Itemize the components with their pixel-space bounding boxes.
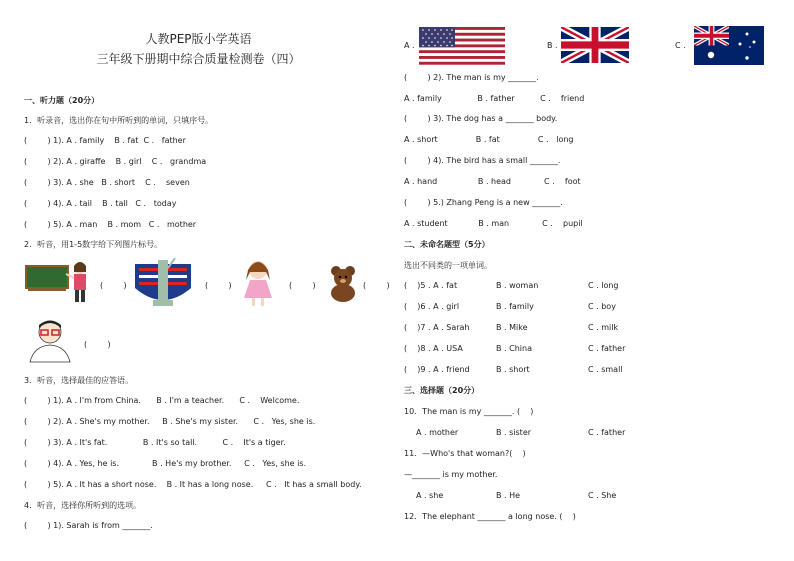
q4-item: ( ) 2). The man is my _______. bbox=[404, 73, 539, 82]
q4-instruction: 4．听音，选择你所听到的选项。 bbox=[24, 501, 142, 510]
q4-item: ( ) 1). Sarah is from _______. bbox=[24, 521, 153, 530]
q10-option-a: A . mother bbox=[416, 428, 459, 437]
q11-stem-reply: —_______ is my mother. bbox=[404, 470, 498, 479]
s2-item-c: C . small bbox=[588, 365, 623, 374]
s2-item-c: C . boy bbox=[588, 302, 616, 311]
q1-item: ( ) 2). A . giraffe B . girl C . grandma bbox=[24, 157, 207, 166]
s2-item-a: ( )8 . A . USA bbox=[404, 344, 463, 353]
q10-option-c: C . father bbox=[588, 428, 626, 437]
q11-option-b: B . He bbox=[496, 491, 521, 500]
s2-item-b: B . woman bbox=[496, 281, 539, 290]
picture-answer-blank: ( ) bbox=[100, 281, 127, 290]
section-3-heading: 三、选择题（20分） bbox=[404, 386, 480, 395]
q4-options: A . family B . father C . friend bbox=[404, 94, 585, 103]
s2-item-a: ( )9 . A . friend bbox=[404, 365, 470, 374]
picture-answer-blank: ( ) bbox=[363, 281, 390, 290]
s2-item-c: C . father bbox=[588, 344, 626, 353]
q1-item: ( ) 4). A . tail B . tall C . today bbox=[24, 199, 177, 208]
s2-item-c: C . long bbox=[588, 281, 619, 290]
q3-instruction: 3．听音，选择最佳的应答语。 bbox=[24, 376, 134, 385]
statue-of-liberty-image bbox=[133, 258, 193, 308]
q3-item: ( ) 2). A . She's my mother. B . She's my sister. C . Yes, she is. bbox=[24, 417, 316, 426]
q1-instruction: 1．听录音，选出你在句中所听到的单词，只填序号。 bbox=[24, 116, 214, 125]
s2-item-b: B . Mike bbox=[496, 323, 528, 332]
usa-flag-image bbox=[419, 27, 505, 65]
s2-item-a: ( )7 . A . Sarah bbox=[404, 323, 470, 332]
q4-options: A . hand B . head C . foot bbox=[404, 177, 581, 186]
page-title: 人教PEP版小学英语 bbox=[145, 32, 252, 46]
teacher-blackboard-image bbox=[24, 260, 94, 304]
q4-options: A . student B . man C . pupil bbox=[404, 219, 583, 228]
q10-option-b: B . sister bbox=[496, 428, 532, 437]
s2-item-c: C . milk bbox=[588, 323, 619, 332]
s2-item-b: B . short bbox=[496, 365, 530, 374]
q10-stem: 10．The man is my _______. ( ) bbox=[404, 407, 534, 416]
q11-option-c: C . She bbox=[588, 491, 617, 500]
flag-label-a: A . bbox=[404, 41, 415, 50]
q4-item: ( ) 3). The dog has a _______ body. bbox=[404, 114, 558, 123]
section-2-instruction: 选出不同类的一项单词。 bbox=[404, 261, 492, 270]
q4-options: A . short B . fat C . long bbox=[404, 135, 574, 144]
bear-image bbox=[326, 264, 360, 302]
picture-answer-blank: ( ) bbox=[84, 340, 111, 349]
s2-item-a: ( )6 . A . girl bbox=[404, 302, 460, 311]
q1-item: ( ) 3). A . she B . short C . seven bbox=[24, 178, 190, 187]
s2-item-b: B . family bbox=[496, 302, 534, 311]
q11-stem: 11．—Who's that woman?( ) bbox=[404, 449, 526, 458]
section-1-heading: 一、听力题（20分） bbox=[24, 96, 100, 105]
section-2-heading: 二、未命名题型（5分） bbox=[404, 240, 490, 249]
q3-item: ( ) 4). A . Yes, he is. B . He's my brother. C . Yes, she is. bbox=[24, 459, 307, 468]
q1-item: ( ) 1). A . family B . fat C . father bbox=[24, 136, 186, 145]
q2-instruction: 2．听音，用1-5数字给下列图片标号。 bbox=[24, 240, 163, 249]
flag-label-b: B . bbox=[547, 41, 558, 50]
q12-stem: 12．The elephant _______ a long nose. ( ) bbox=[404, 512, 576, 521]
page-subtitle: 三年级下册期中综合质量检测卷（四） bbox=[96, 52, 301, 66]
picture-answer-blank: ( ) bbox=[205, 281, 232, 290]
s2-item-b: B . China bbox=[496, 344, 532, 353]
australia-flag-image bbox=[694, 26, 764, 65]
q3-item: ( ) 5). A . It has a short nose. B . It has a long nose. C . It has a small body. bbox=[24, 480, 362, 489]
q11-option-a: A . she bbox=[416, 491, 444, 500]
q3-item: ( ) 3). A . It's fat. B . It's so tall. C . It's a tiger. bbox=[24, 438, 286, 447]
q3-item: ( ) 1). A . I'm from China. B . I'm a teacher. C . Welcome. bbox=[24, 396, 300, 405]
uk-flag-image bbox=[561, 27, 629, 63]
picture-answer-blank: ( ) bbox=[289, 281, 316, 290]
flag-label-c: C . bbox=[675, 41, 686, 50]
q4-item: ( ) 5.) Zhang Peng is a new _______. bbox=[404, 198, 563, 207]
s2-item-a: ( )5 . A . fat bbox=[404, 281, 458, 290]
q1-item: ( ) 5). A . man B . mom C . mother bbox=[24, 220, 197, 229]
man-with-glasses-image bbox=[26, 318, 76, 364]
girl-image bbox=[240, 258, 276, 308]
q4-item: ( ) 4). The bird has a small _______. bbox=[404, 156, 561, 165]
